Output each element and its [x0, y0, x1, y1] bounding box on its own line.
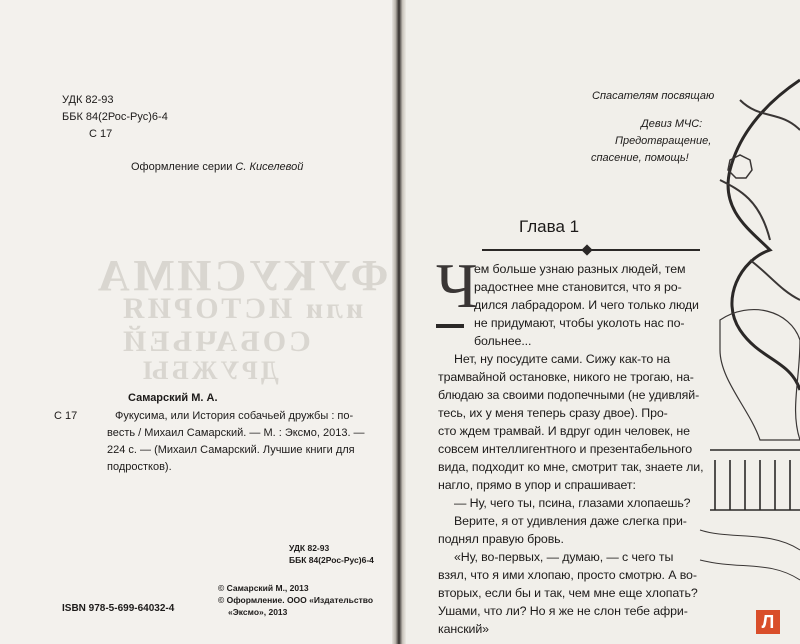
body-line: «Ну, во-первых, — думаю, — с чего ты: [454, 550, 674, 564]
body-line: тесь, их у меня теперь сразу двое). Про-: [438, 406, 668, 420]
udk-code: УДК 82-93: [62, 94, 114, 106]
motto-title: Девиз МЧС:: [641, 118, 703, 130]
dedication: Спасателям посвящаю: [592, 90, 715, 102]
catalog-line: 224 с. — (Михаил Самарский. Лучшие книги для: [107, 444, 355, 456]
watermark-logo: Л: [756, 610, 780, 634]
bleed-through-text: СОБАЧЬЕЙ: [120, 325, 311, 358]
bbk-code: ББК 84(2Рос-Рус)6-4: [62, 111, 168, 123]
body-line: взял, что я ими хлопаю, просто смотрю. А во-: [438, 568, 697, 582]
body-line: больнее...: [474, 334, 532, 348]
author-mark: С 17: [89, 128, 113, 140]
body-line: вторых, если бы и так, чем мне еще хлопать?: [438, 586, 698, 600]
copyright-publisher: «Эксмо», 2013: [228, 607, 288, 617]
body-line: Нет, ну посудите сами. Сижу как-то на: [454, 352, 671, 366]
udk-code-2: УДК 82-93: [289, 543, 330, 553]
isbn: ISBN 978-5-699-64032-4: [62, 603, 175, 614]
body-line: радостнее мне становится, что я ро-: [474, 280, 682, 294]
design-credit: [131, 160, 303, 174]
design-label: Оформление серии: [131, 161, 233, 173]
copyright-author: © Самарский М., 2013: [218, 583, 309, 593]
bbk-code-2: ББК 84(2Рос-Рус)6-4: [289, 555, 374, 565]
body-line: сто ждем трамвай. И вдруг один человек, не: [438, 424, 690, 438]
designer-name: С. Киселевой: [235, 161, 304, 173]
body-line: ем больше узнаю разных людей, тем: [474, 262, 686, 276]
body-line: вида, подходит ко мне, смотрит так, знаете ли,: [438, 460, 704, 474]
drop-cap: Ч: [436, 250, 478, 321]
body-line: — Ну, чего ты, псина, глазами хлопаешь?: [454, 496, 691, 510]
tree-illustration: [680, 60, 800, 620]
catalog-line: Фукусима, или История собачьей дружбы : по-: [115, 410, 354, 422]
catalog-line: подростков).: [107, 461, 172, 473]
body-line: Верите, я от удивления даже слегка при-: [454, 514, 687, 528]
catalog-author: Самарский М. А.: [128, 392, 218, 404]
body-line: поднял правую бровь.: [438, 532, 564, 546]
body-line: канский»: [438, 622, 489, 636]
chapter-title: Глава 1: [519, 217, 580, 236]
body-line: блюдаю за своими подопечными (не удивляй-: [438, 388, 700, 402]
drop-cap-ornament: [436, 324, 464, 328]
body-line: дился лабрадором. И чего только люди: [474, 298, 699, 312]
body-line: совсем интеллигентного и презентабельного: [438, 442, 693, 456]
motto-line: Предотвращение,: [615, 135, 712, 147]
body-line: Ушами, что ли? Но я же не слон тебе афри-: [438, 604, 688, 618]
catalog-line: весть / Михаил Самарский. — М. : Эксмо, 2013. —: [107, 427, 365, 439]
bleed-through-text: ДРУЖБЫ: [140, 356, 279, 385]
bleed-through-text: или ИСТОРИЯ: [120, 292, 364, 325]
body-line: нагло, прямо в упор и спрашивает:: [438, 478, 636, 492]
motto-line: спасение, помощь!: [591, 152, 689, 164]
copyright-design: © Оформление. ООО «Издательство: [218, 595, 374, 605]
right-page: [402, 0, 800, 644]
chapter-ornament: [581, 244, 592, 255]
book-spine: [392, 0, 406, 644]
body-line: трамвайной остановке, никого не трогаю, на-: [438, 370, 694, 384]
body-line: не придумают, чтобы уколоть нас по-: [474, 316, 685, 330]
catalog-mark: С 17: [54, 410, 78, 422]
bleed-through-text: ФУКУСИМА: [95, 251, 389, 300]
